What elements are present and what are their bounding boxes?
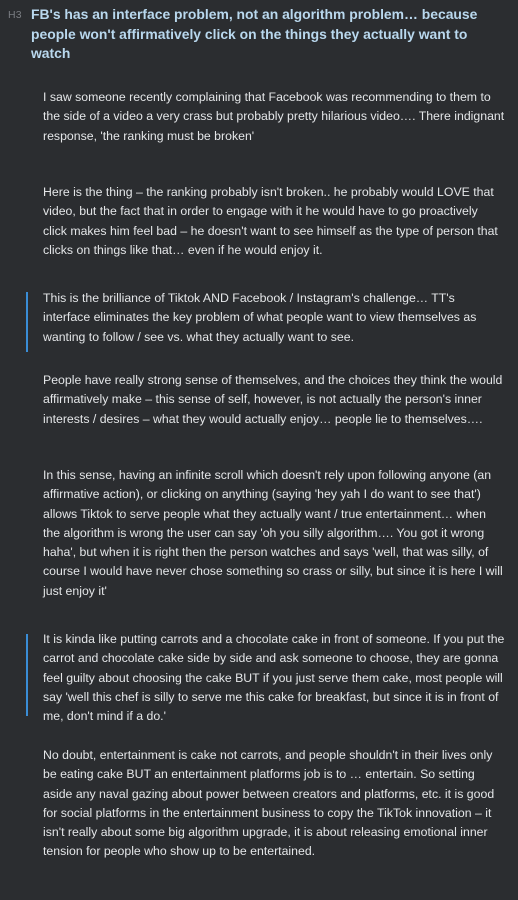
paragraph-5[interactable]: No doubt, entertainment is cake not carrots, and people shouldn't in their lives only be eating cake BUT an entertainment platforms job is to … entertain. So setting aside any naval gazing about power between creators and platforms, etc. it is good for social platforms in the entertainment business to copy the TikTok innovation – it isn't really about some big algorithm upgrade, it is about releasing emotional inner tension for people who show up to be entertained. — [43, 748, 495, 859]
heading-level-marker: H3 — [8, 9, 22, 21]
paragraph-2[interactable]: Here is the thing – the ranking probably isn't broken.. he probably would LOVE that video, but the fact that in order to engage with it he would have to go proactively click makes him feel bad – he doesn't want to see himself as the type of person that clicks on things like that… even if he would enjoy it. — [43, 185, 498, 257]
paragraph-4[interactable]: In this sense, having an infinite scroll which doesn't rely upon following anyone (an affirmative action), or clicking on anything (saying 'hey yah I do want to see that') allows Tiktok to serve people what they actually want / true entertainment… when the algorithm is wrong the user can say 'oh you silly algorithm…. You got it wrong haha', but when it is right then the person watches and says 'well, that was silly, of course I would have never chose something so crass or silly, but since it is here I will just enjoy it' — [43, 468, 503, 598]
paragraph-1[interactable]: I saw someone recently complaining that Facebook was recommending to them to the side of a video a very crass but probably pretty hilarious video…. There indignant response, 'the ranking must be broken' — [43, 90, 505, 143]
blockquote-paragraph-1[interactable]: This is the brilliance of Tiktok AND Facebook / Instagram's challenge… TT's interface eliminates the key problem of what people want to view themselves as wanting to follow / see vs. what they actually want to see. — [43, 291, 477, 344]
blockquote-bar-1 — [26, 292, 28, 352]
paragraph-3[interactable]: People have really strong sense of themselves, and the choices they think the would affirmatively make – this sense of self, however, is not actually the person's inner interests / desires – what they would actually enjoy… people lie to themselves…. — [43, 373, 503, 426]
heading-title[interactable]: FB's has an interface problem, not an algorithm problem… because people won't affirmatively click on the things they actually want to watch — [31, 6, 478, 61]
blockquote-bar-2 — [26, 634, 28, 716]
blockquote-paragraph-2[interactable]: It is kinda like putting carrots and a chocolate cake in front of someone. If you put the carrot and chocolate cake side by side and ask someone to choose, they are gonna feel guilty about choosing the cake BUT if you just serve them cake, most people will say 'well this chef is silly to serve me this cake for breakfast, but since it is in front of me, don't mind if a do.' — [43, 632, 505, 724]
